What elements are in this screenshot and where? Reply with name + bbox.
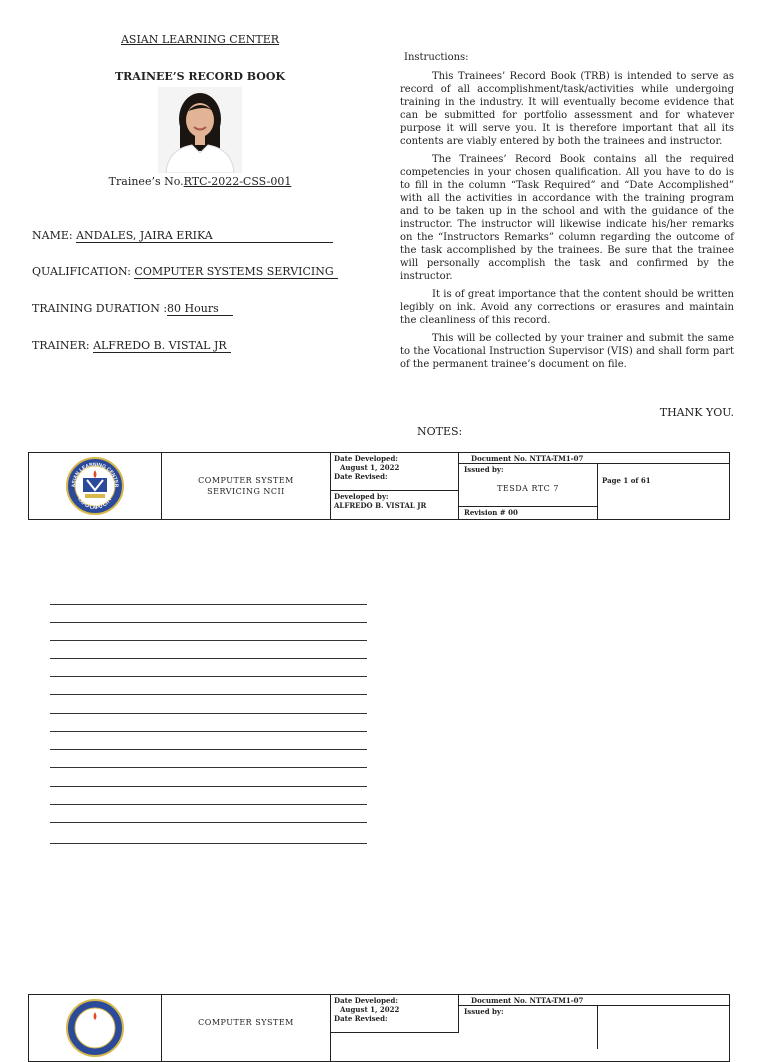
trainee-photo (158, 87, 242, 173)
notes-line (50, 822, 367, 823)
notes-line (50, 731, 367, 732)
developed-by-label: Developed by: (334, 492, 389, 501)
notes-line (50, 640, 367, 641)
instructions-paragraph-4: This will be collected by your trainer and submit the same to the Vocational Instruction Supervisor (VIS) and shall form part of the permanent trainee’s document on file. (400, 333, 734, 370)
page-title: TRAINEE’S RECORD BOOK (114, 70, 286, 83)
notes-line (50, 622, 367, 623)
course-line-2: SERVICING NCII (207, 487, 285, 496)
seal-bottom-text: LAPU-LAPU CITY (76, 496, 114, 512)
notes-heading: NOTES: (417, 425, 463, 438)
document-footer (28, 452, 730, 520)
school-seal-icon (65, 456, 125, 516)
notes-line (50, 604, 367, 605)
date-developed-value: August 1, 2022 (340, 1005, 400, 1014)
name-field (32, 229, 333, 243)
document-number: Document No. NTTA-TM1-07 (459, 995, 729, 1006)
course-line-1: COMPUTER SYSTEM (198, 1018, 294, 1027)
notes-line (50, 767, 367, 768)
notes-line (50, 804, 367, 805)
trainer-value: ALFREDO B. VISTAL JR (93, 340, 231, 353)
org-name: ASIAN LEARNING CENTER (120, 33, 280, 46)
issued-by-label: Issued by: (464, 465, 504, 474)
notes-line (50, 843, 367, 844)
revision-number: Revision # 00 (459, 507, 598, 519)
notes-line (50, 658, 367, 659)
date-developed-value: August 1, 2022 (340, 463, 400, 472)
notes-line (50, 694, 367, 695)
logo-cell (29, 453, 162, 519)
dates-cell (331, 453, 459, 491)
instructions-paragraph-1: This Trainees’ Record Book (TRB) is intended to serve as record of all accomplishment/task/activities while undergoing training in the industry. It will eventually become evidence that can be submitted for portfolio assessment and for whatever purpose it will serve you. It is therefore important that all its contents are viably entered by both the trainees and instructor. (400, 71, 734, 147)
issued-by-cell (459, 464, 598, 507)
qualification-label: QUALIFICATION: (32, 265, 131, 278)
trainee-no-label: Trainee’s No. (108, 175, 184, 188)
issued-by-value: TESDA RTC 7 (497, 484, 559, 493)
dates-cell (331, 995, 459, 1033)
name-label: NAME: (32, 229, 73, 242)
notes-line (50, 713, 367, 714)
duration-field (32, 302, 233, 316)
school-seal-icon (65, 998, 125, 1058)
developed-by-cell (331, 491, 459, 519)
notes-line (50, 676, 367, 677)
course-cell (162, 453, 331, 519)
document-footer-next-page (28, 994, 730, 1062)
document-number: Document No. NTTA-TM1-07 (459, 453, 729, 464)
developed-by-value: ALFREDO B. VISTAL JR (334, 501, 427, 510)
course-cell (162, 995, 331, 1061)
trainer-field (32, 339, 231, 353)
date-revised-label: Date Revised: (334, 472, 388, 481)
trainee-no-value: RTC-2022-CSS-001 (183, 175, 292, 188)
issued-by-label: Issued by: (464, 1007, 504, 1016)
thank-you: THANK YOU. (659, 406, 734, 419)
course-line-1: COMPUTER SYSTEM (198, 476, 294, 485)
trainer-label: TRAINER: (32, 339, 90, 352)
date-developed-label: Date Developed: (334, 454, 398, 463)
notes-line (50, 786, 367, 787)
duration-value: 80 Hours (167, 303, 233, 316)
issued-by-cell (459, 1006, 598, 1049)
page-number: Page 1 of 61 (602, 476, 651, 485)
seal-top-text: ASIAN LEARNING CENTER (70, 461, 120, 488)
qualification-field (32, 265, 338, 279)
name-value: ANDALES, JAIRA ERIKA (76, 230, 333, 243)
logo-cell (29, 995, 162, 1061)
notes-line (50, 749, 367, 750)
trainee-number (100, 175, 300, 188)
instructions-paragraph-3: It is of great importance that the content should be written legibly on ink. Avoid any corrections or erasures and maintain the cleanliness of this record. (400, 289, 734, 326)
instructions-body (400, 70, 734, 376)
date-revised-label: Date Revised: (334, 1014, 388, 1023)
instructions-paragraph-2: The Trainees’ Record Book contains all the required competencies in your chosen qualification. All you have to do is to fill in the column “Task Required” and “Date Accomplished” with all the activities in accordance with the training program and to be taken up in the school and with the guidance of the instructor. The instructor will likewise indicate his/her remarks on the “Instructors Remarks” column regarding the outcome of the task accomplished by the trainees. Be sure that the trainee will personally accomplish the task and confirmed by the instructor. (400, 154, 734, 282)
instructions-heading: Instructions: (404, 52, 469, 63)
date-developed-label: Date Developed: (334, 996, 398, 1005)
duration-label: TRAINING DURATION : (32, 302, 168, 315)
qualification-value: COMPUTER SYSTEMS SERVICING (134, 266, 337, 279)
